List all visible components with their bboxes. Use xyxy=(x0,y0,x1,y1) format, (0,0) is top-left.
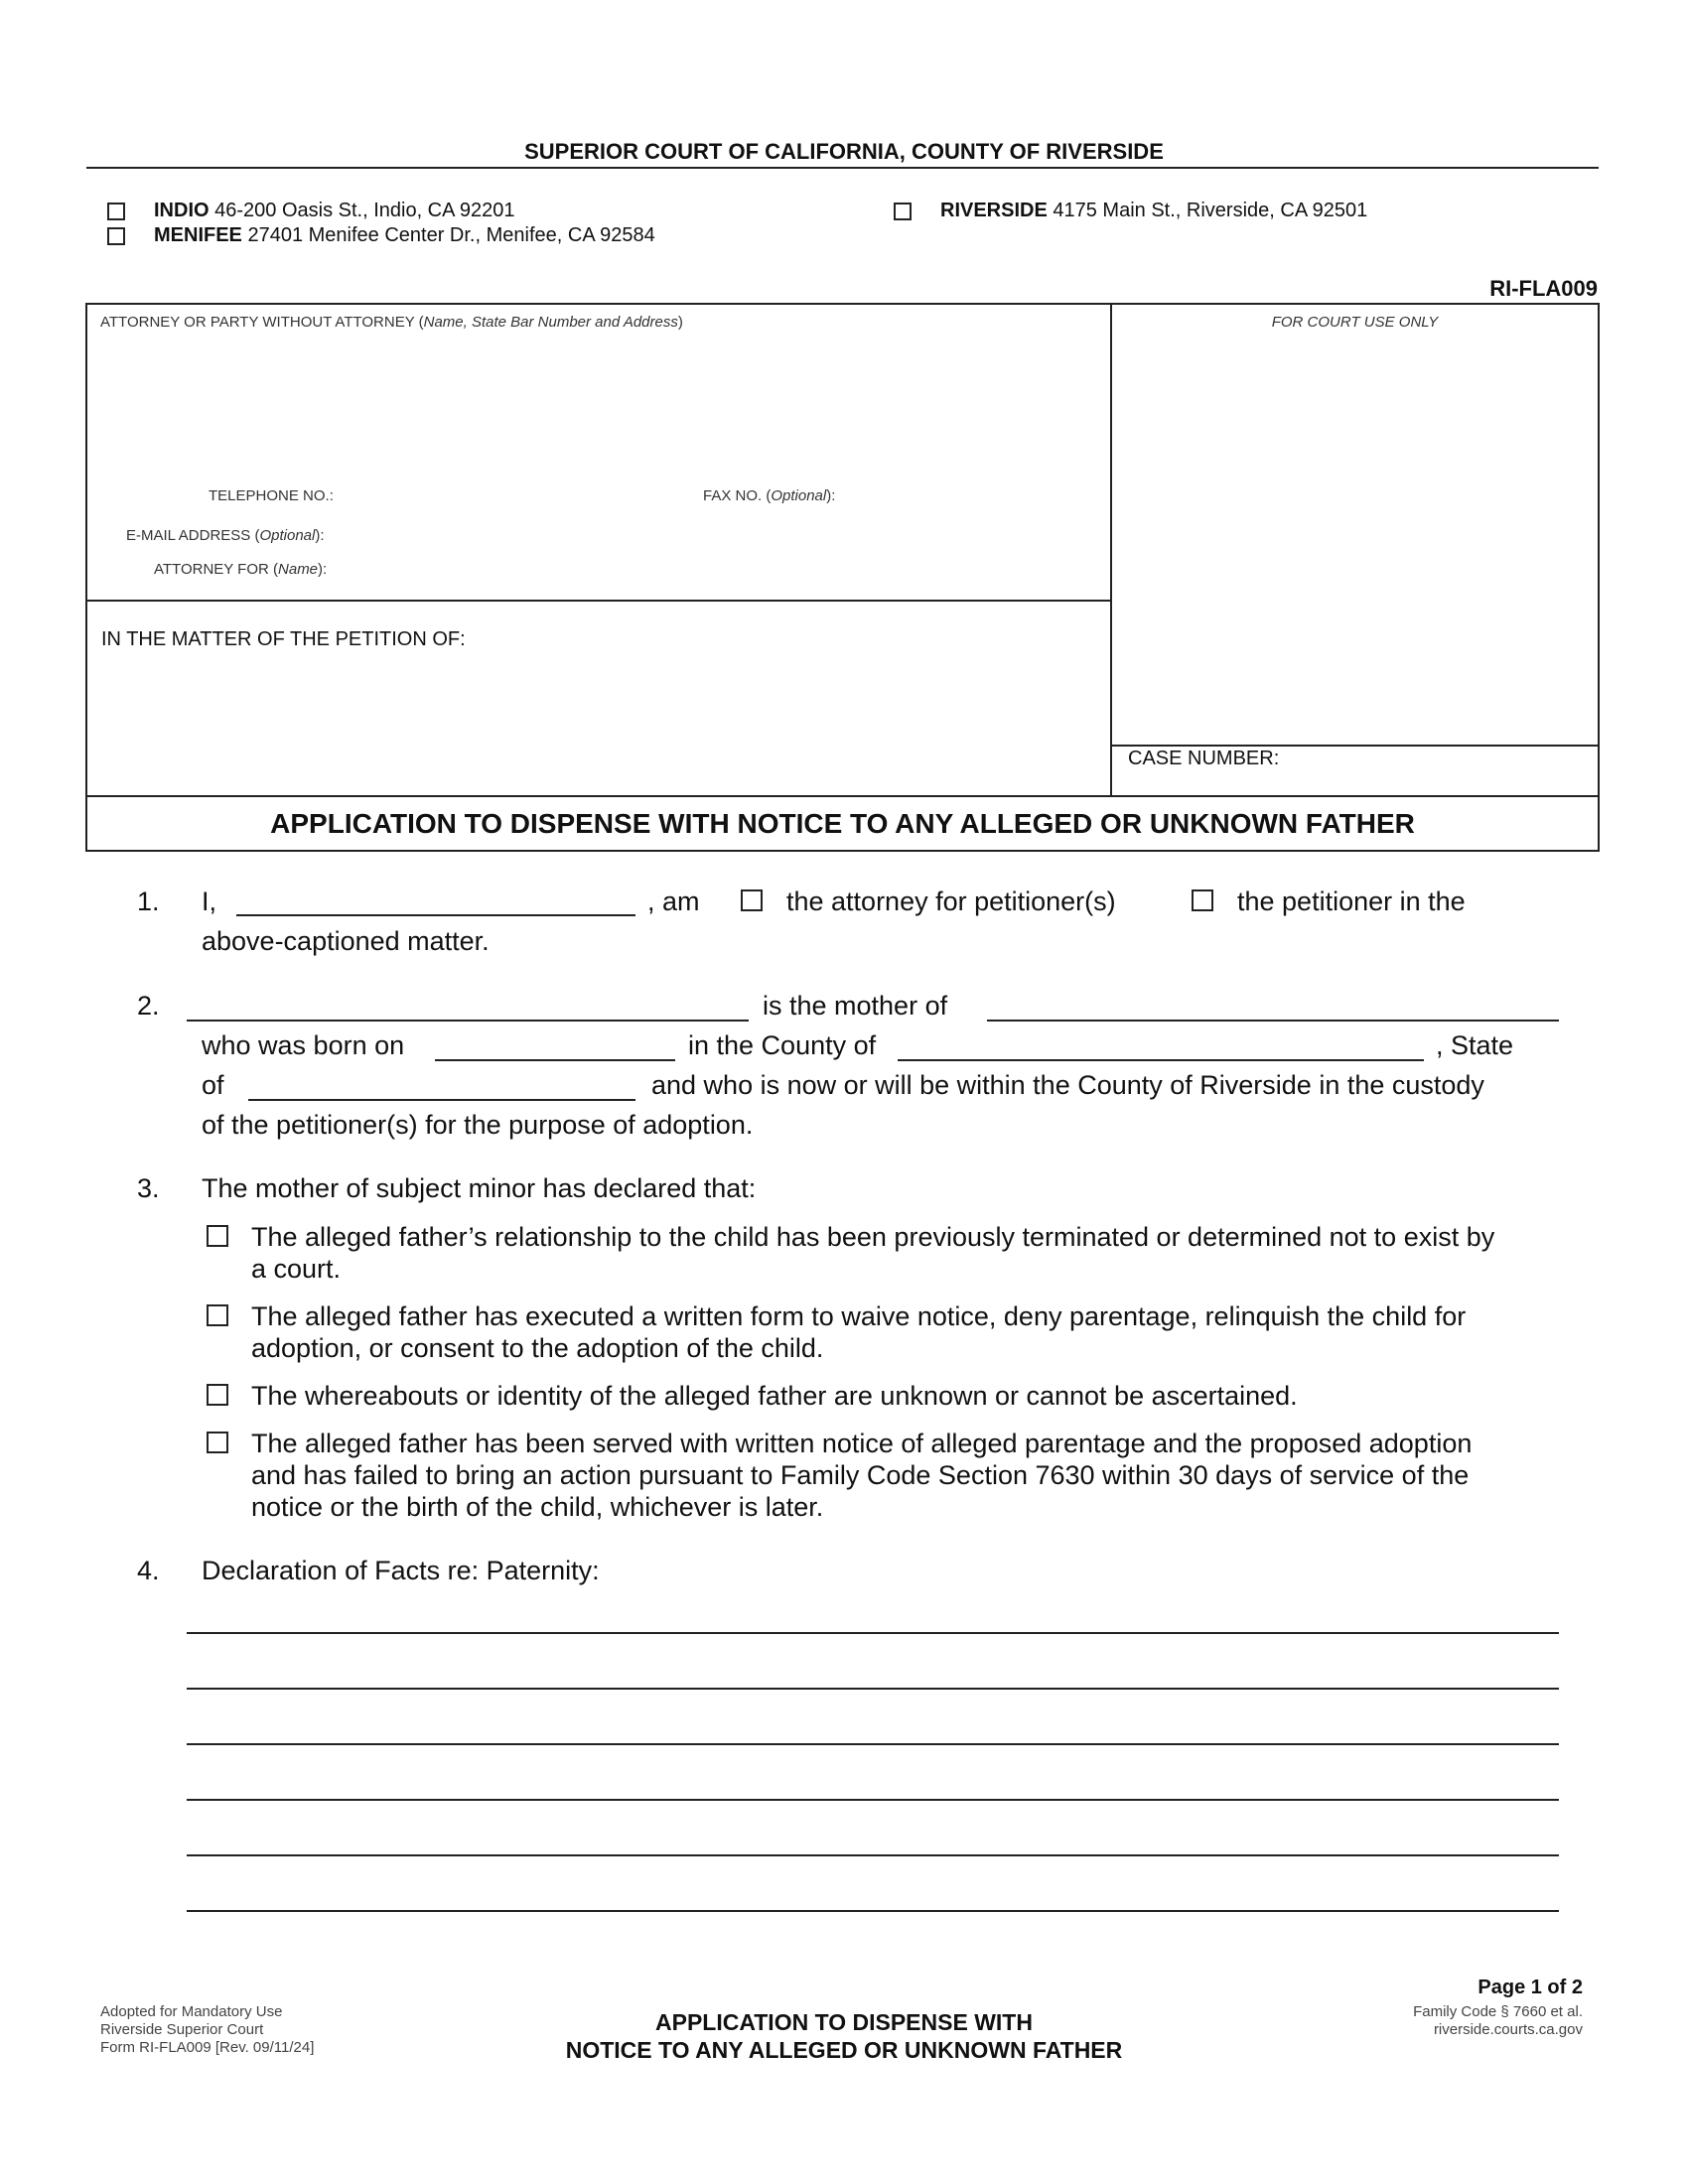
riverside-location: RIVERSIDE 4175 Main St., Riverside, CA 92501 xyxy=(940,200,1368,221)
declaration-line[interactable] xyxy=(187,1799,1559,1801)
court-title: SUPERIOR COURT OF CALIFORNIA, COUNTY OF RIVERSIDE xyxy=(524,139,1164,164)
attorney-section-rule xyxy=(85,600,1111,602)
item3-number: 3. xyxy=(137,1173,160,1203)
birth-date-field[interactable] xyxy=(435,1059,675,1061)
mother-name-field[interactable] xyxy=(187,1020,749,1022)
adopted-notice: Adopted for Mandatory Use Riverside Superior Court Form RI-FLA009 [Rev. 09/11/24] xyxy=(100,2003,315,2056)
indio-location: INDIO 46-200 Oasis St., Indio, CA 92201 xyxy=(154,200,515,221)
custody-text: and who is now or will be within the County of Riverside in the custody xyxy=(651,1070,1484,1100)
menifee-location: MENIFEE 27401 Menifee Center Dr., Menifee, CA 92584 xyxy=(154,224,655,246)
served-checkbox[interactable] xyxy=(207,1432,228,1453)
menifee-checkbox[interactable] xyxy=(107,227,125,245)
caption-divider xyxy=(1110,303,1112,796)
declaration-line[interactable] xyxy=(187,1688,1559,1690)
title-rule xyxy=(85,795,1600,797)
option-unknown-text: The whereabouts or identity of the alleged father are unknown or cannot be ascertained. xyxy=(251,1381,1298,1411)
court-use-label: FOR COURT USE ONLY xyxy=(1271,314,1439,331)
petitioner-option-label: the petitioner in the xyxy=(1237,887,1466,916)
item1-continuation: above-captioned matter. xyxy=(202,926,490,956)
item1-name-field[interactable] xyxy=(236,914,635,916)
item2-number: 2. xyxy=(137,991,160,1021)
mother-of-label: is the mother of xyxy=(763,991,948,1021)
option-waived-text: The alleged father has executed a written form to waive notice, deny parentage, relinquish the child for adoption, or consent to the adoption of the child. xyxy=(251,1301,1467,1363)
attorney-for-label: ATTORNEY FOR (Name): xyxy=(154,561,328,578)
terminated-checkbox[interactable] xyxy=(207,1225,228,1247)
petitioner-checkbox[interactable] xyxy=(1192,889,1213,911)
footer-title: APPLICATION TO DISPENSE WITH NOTICE TO ANY ALLEGED OR UNKNOWN FATHER xyxy=(565,2009,1123,2063)
adoption-purpose-text: of the petitioner(s) for the purpose of adoption. xyxy=(202,1110,754,1140)
of-label: of xyxy=(202,1070,224,1100)
child-name-field[interactable] xyxy=(987,1020,1559,1022)
attorney-label: ATTORNEY OR PARTY WITHOUT ATTORNEY (Name, State Bar Number and Address) xyxy=(100,314,683,331)
form-title: APPLICATION TO DISPENSE WITH NOTICE TO ANY ALLEGED OR UNKNOWN FATHER xyxy=(270,808,1415,839)
telephone-label: TELEPHONE NO.: xyxy=(209,487,334,504)
county-field[interactable] xyxy=(898,1059,1424,1061)
page-number: Page 1 of 2 xyxy=(1477,1977,1583,1998)
county-of-label: in the County of xyxy=(688,1030,877,1060)
riverside-checkbox[interactable] xyxy=(894,203,912,220)
code-references: Family Code § 7660 et al. riverside.courts.ca.gov xyxy=(1413,2003,1583,2038)
declaration-line[interactable] xyxy=(187,1632,1559,1634)
email-label: E-MAIL ADDRESS (Optional): xyxy=(126,527,325,544)
case-number-label: CASE NUMBER: xyxy=(1128,748,1280,769)
declaration-line[interactable] xyxy=(187,1743,1559,1745)
item4-number: 4. xyxy=(137,1556,160,1585)
attorney-option-label: the attorney for petitioner(s) xyxy=(786,887,1116,916)
matter-label: IN THE MATTER OF THE PETITION OF: xyxy=(101,628,466,650)
item1-number: 1. xyxy=(137,887,160,916)
item1-am: , am xyxy=(647,887,700,916)
fax-label: FAX NO. (Optional): xyxy=(703,487,836,504)
indio-checkbox[interactable] xyxy=(107,203,125,220)
attorney-checkbox[interactable] xyxy=(741,889,763,911)
state-label: , State xyxy=(1436,1030,1514,1060)
item4-label: Declaration of Facts re: Paternity: xyxy=(202,1556,600,1585)
declaration-line[interactable] xyxy=(187,1910,1559,1912)
unknown-checkbox[interactable] xyxy=(207,1384,228,1406)
item3-lead: The mother of subject minor has declared that: xyxy=(202,1173,757,1203)
waived-checkbox[interactable] xyxy=(207,1304,228,1326)
item1-i: I, xyxy=(202,887,217,916)
born-on-label: who was born on xyxy=(202,1030,405,1060)
form-id: RI-FLA009 xyxy=(1489,276,1598,301)
option-terminated-text: The alleged father’s relationship to the child has been previously terminated or determined not to exist by a court. xyxy=(251,1222,1495,1284)
state-field[interactable] xyxy=(248,1099,635,1101)
option-served-text: The alleged father has been served with written notice of alleged parentage and the proposed adoption and has failed to bring an action pursuant to Family Code Section 7630 within 30 days of service of the notice or the birth of the child, whichever is later. xyxy=(251,1429,1473,1522)
declaration-line[interactable] xyxy=(187,1854,1559,1856)
header-rule xyxy=(86,167,1599,169)
